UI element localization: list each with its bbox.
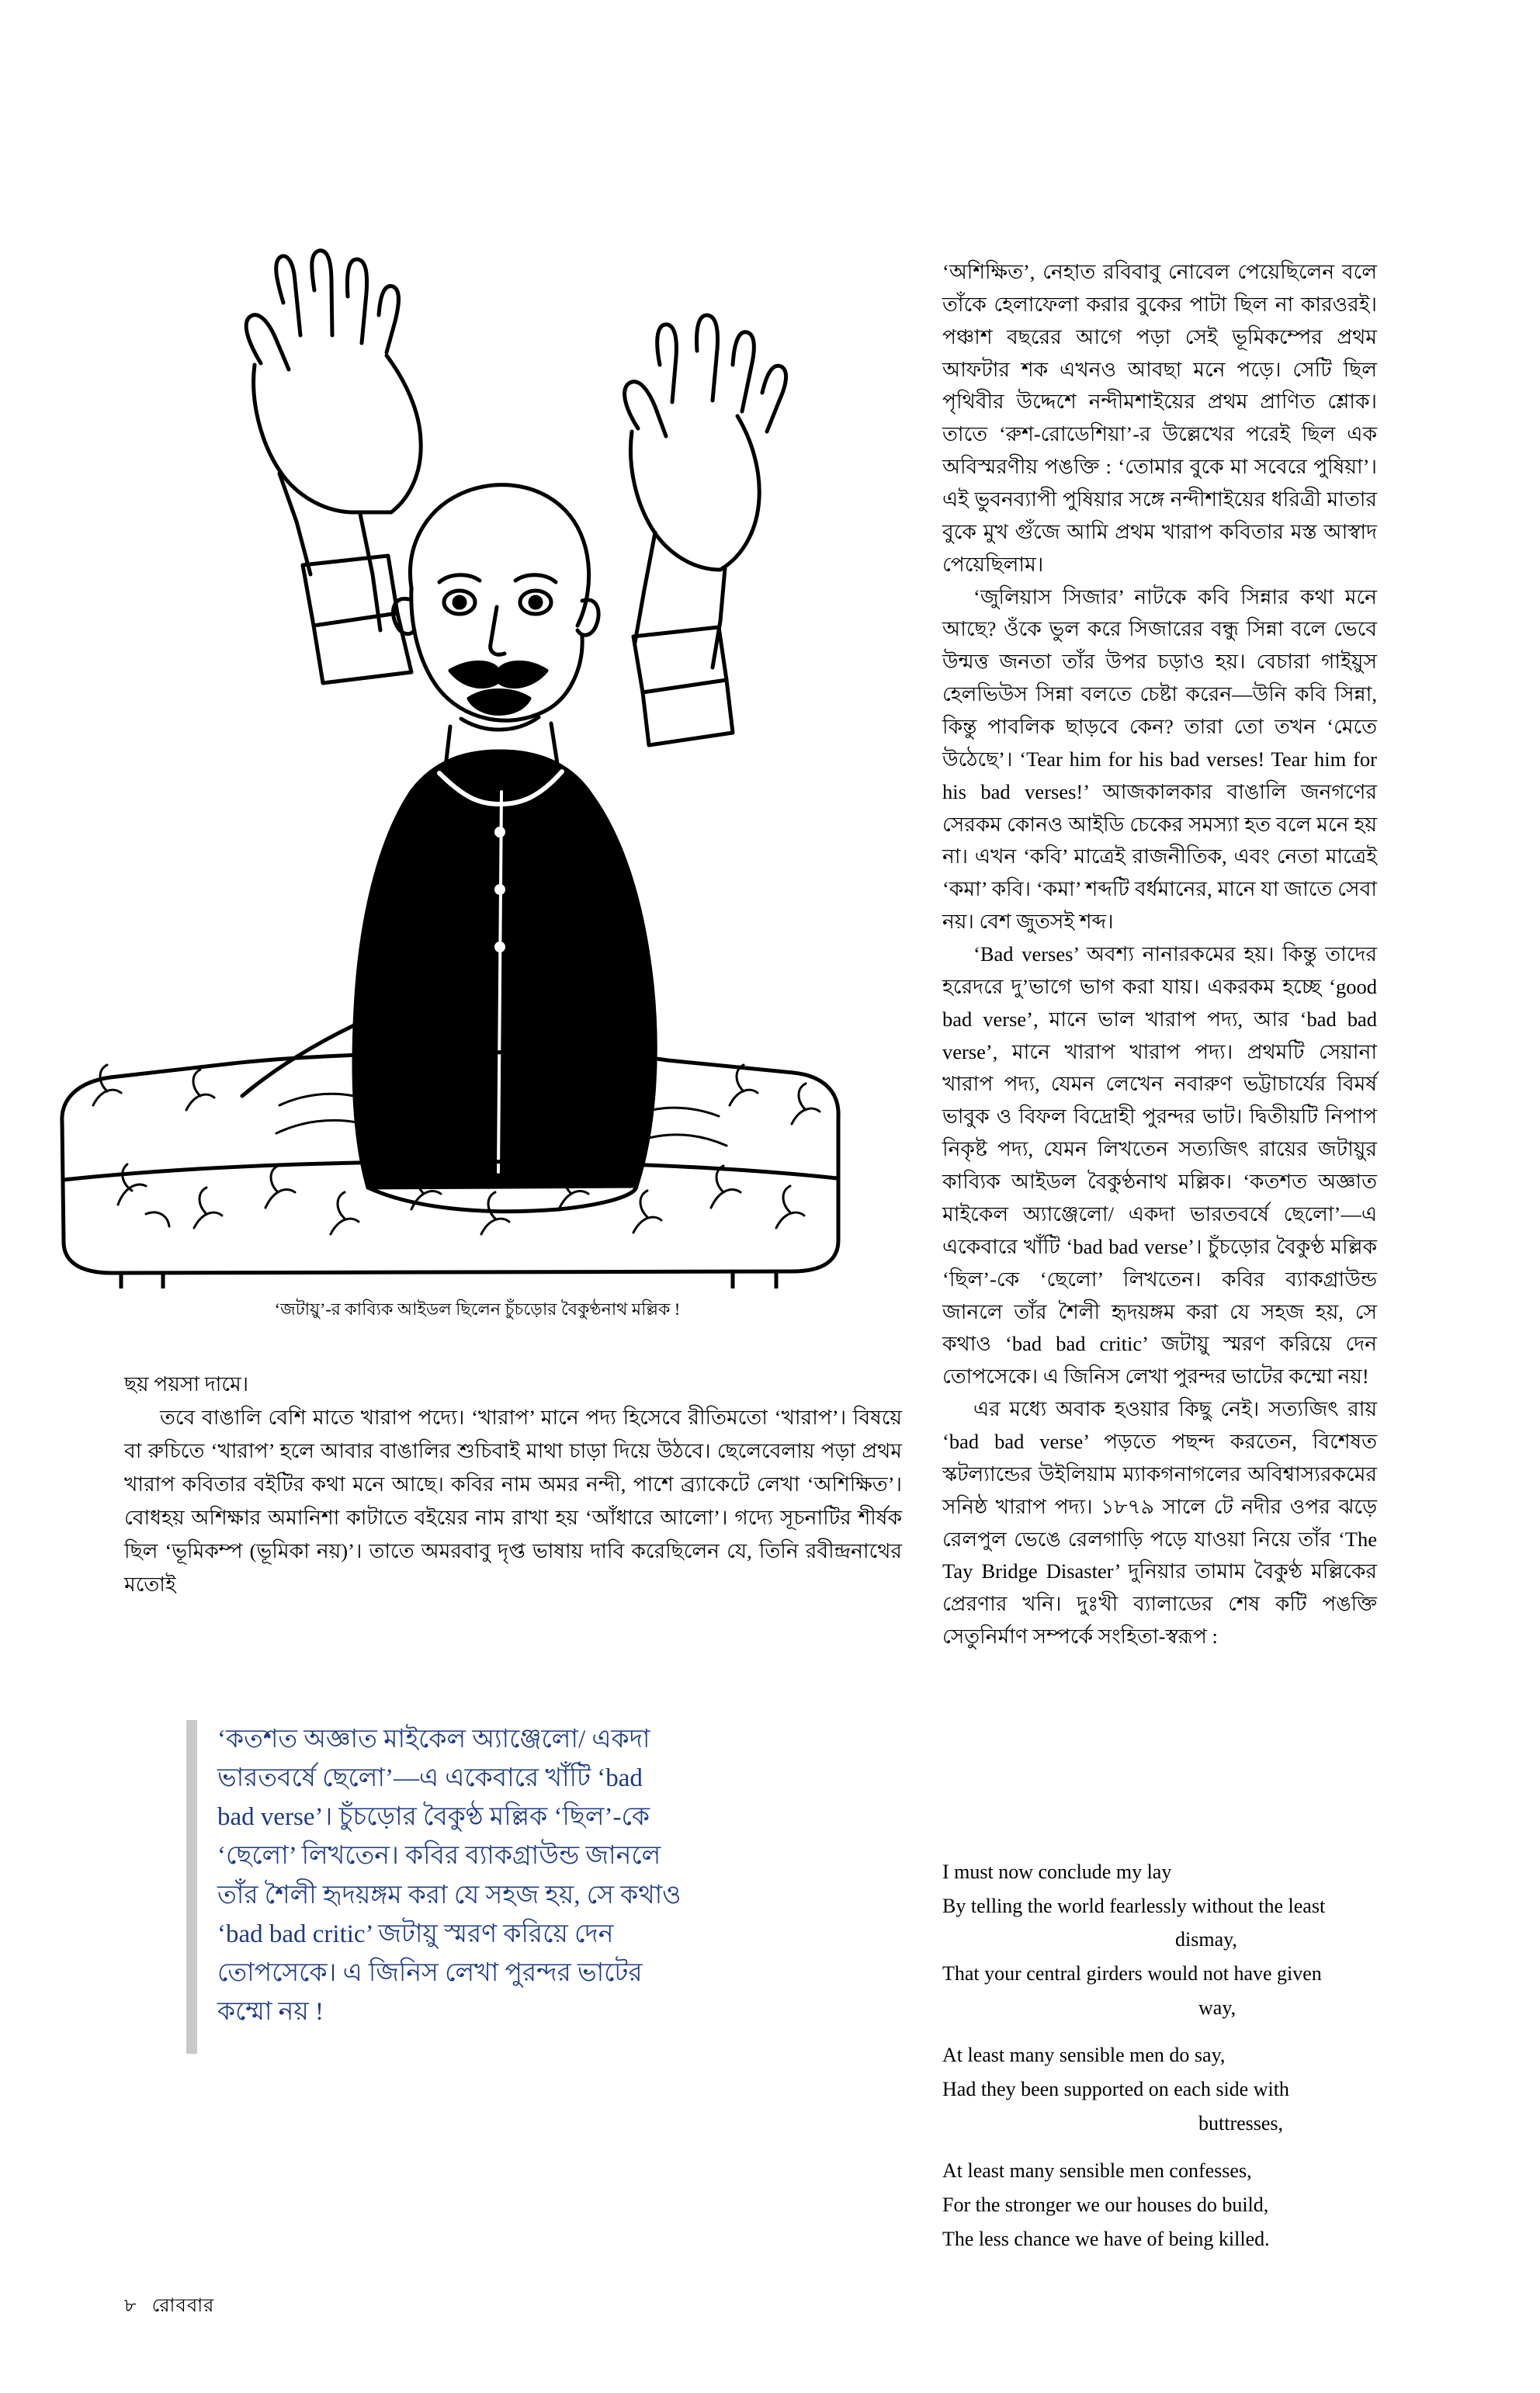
poem-block — [942, 1855, 1486, 2256]
poem-line: dismay, — [1175, 1928, 1237, 1951]
poem-line: way, — [1198, 1996, 1237, 2019]
paragraph: তবে বাঙালি বেশি মাতে খারাপ পদ্যে। ‘খারাপ’ মানে পদ্য হিসেবে রীতিমতো ‘খারাপ’। বিষয়ে বা রুচিতে ‘খারাপ’ হলে আবার বাঙালির শুচিবাই মাথা চাড়া দিয়ে উঠবে। ছেলেবেলায় পড়া প্রথম খারাপ কবিতার বইটির কথা মনে আছে। কবির নাম অমর নন্দী, পাশে ব্র্যাকেটে লেখা ‘অশিক্ষিত’। বোধহয় অশিক্ষার অমানিশা কাটাতে বইয়ের নাম রাখা হয় ‘আঁধারে আলো’। গদ্যে সূচনাটির শীর্ষক ছিল ‘ভূমিকম্প (ভূমিকা নয়)’। তাতে অমরবাবু দৃপ্ত ভাষায় দাবি করেছিলেন যে, তিনি রবীন্দ্রনাথের মতোই — [124, 1405, 902, 1596]
poem-line: For the stronger we our houses do build, — [942, 2194, 1269, 2217]
page-number: ৮ — [124, 2296, 137, 2316]
paragraph: এর মধ্যে অবাক হওয়ার কিছু নেই। সত্যজিৎ রায় ‘bad bad verse’ পড়তে পছন্দ করতেন, বিশেষত স্কটল্যান্ডের উইলিয়াম ম্যাকগনাগলের অবিশ্বাস্যরকমের সনিষ্ঠ খারাপ পদ্য। ১৮৭৯ সালে টে নদীর ওপর ঝড়ে রেলপুল ভেঙে রেলগাড়ি পড়ে যাওয়া নিয়ে তাঁর ‘The Tay Bridge Disaster’ দুনিয়ার তামাম বৈকুণ্ঠ মল্লিকের প্রেরণার খনি। দুঃখী ব্যালাডের শেষ কটি পঙক্তি সেতুনির্মাণ সম্পর্কে সংহিতা-স্বরূপ : — [942, 1397, 1377, 1649]
poem-line: I must now conclude my lay — [942, 1861, 1172, 1883]
publication-name: রোববার — [151, 2296, 215, 2316]
body-column-right — [942, 256, 1377, 1653]
illustration-caption: ‘জটায়ু’-র কাব্যিক আইডল ছিলেন চুঁচড়োর বৈকুণ্ঠনাথ মল্লিক ! — [274, 1299, 681, 1319]
poem-line: By telling the world fearlessly without the least — [942, 1894, 1326, 1917]
poem-line: That your central girders would not have given — [942, 1962, 1322, 1985]
paragraph: ‘Bad verses’ অবশ্য নানারকমের হয়। কিন্তু তাদের হরেদরে দু’ভাগে ভাগ করা যায়। একরকম হচ্ছে ‘good bad verse’, মানে ভাল খারাপ পদ্য, আর ‘bad bad verse’, মানে খারাপ খারাপ পদ্য। প্রথমটি সেয়ানা খারাপ পদ্য, যেমন লেখেন নবারুণ ভট্টাচার্যের বিমর্ষ ভাবুক ও বিফল বিদ্রোহী পুরন্দর ভাট। দ্বিতীয়টি নিপাপ নিকৃষ্ট পদ্য, যেমন লিখতেন সত্যজিৎ রায়ের জটায়ুর কাব্যিক আইডল বৈকুণ্ঠনাথ মল্লিক। ‘কতশত অজ্ঞাত মাইকেল অ্যাঞ্জেলো/ একদা ভারতবর্ষে ছেলো’—এ একেবারে খাঁটি ‘bad bad verse’। চুঁচড়োর বৈকুণ্ঠ মল্লিক ‘ছিল’-কে ‘ছেলো’ লিখতেন। কবির ব্যাকগ্রাউন্ড জানলে তাঁর শৈলী হৃদয়ঙ্গম করা যে সহজ হয়, সে কথাও ‘bad bad critic’ জটায়ু স্মরণ করিয়ে দেন তোপসেকে। এ জিনিস লেখা পুরন্দর ভাটের কম্মো নয়! — [942, 942, 1377, 1389]
page-footer — [124, 2291, 214, 2322]
poem-line: At least many sensible men confesses, — [942, 2159, 1252, 2183]
illustration-seated-man — [47, 248, 908, 1288]
poem-line: Had they been supported on each side with — [942, 2078, 1289, 2101]
poem-line: The less chance we have of being killed. — [942, 2227, 1270, 2250]
paragraph: ছয় পয়সা দামে। — [124, 1372, 249, 1396]
poem-line: At least many sensible men do say, — [942, 2044, 1226, 2067]
paragraph: ‘জুলিয়াস সিজার’ নাটকে কবি সিন্নার কথা মনে আছে? ওঁকে ভুল করে সিজারের বন্ধু সিন্না বলে ভেবে উন্মত্ত জনতা তাঁর উপর চড়াও হয়। বেচারা গাইয়ুস হেলভিউস সিন্না বলতে চেষ্টা করেন—উনি কবি সিন্না, কিন্তু পাবলিক ছাড়বে কেন? তারা তো তখন ‘মেতে উঠেছে’। ‘Tear him for his bad verses! Tear him for his bad verses!’ আজকালকার বাঙালি জনগণের সেরকম কোনও আইডি চেকের সমস্যা হত বলে মনে হয় না। এখন ‘কবি’ মাত্রেই রাজনীতিক, এবং নেতা মাত্রেই ‘কমা’ কবি। ‘কমা’ শব্দটি বর্ধমানের, মানে যা জাতে সেবা নয়। বেশ জুতসই শব্দ। — [942, 584, 1377, 934]
poem-line: buttresses, — [1198, 2111, 1284, 2135]
paragraph: ‘অশিক্ষিত’, নেহাত রবিবাবু নোবেল পেয়েছিলেন বলে তাঁকে হেলাফেলা করার বুকের পাটা ছিল না কারওরই। পঞ্চাশ বছরের আগে পড়া সেই ভূমিকম্পের প্রথম আফটার শক এখনও আবছা মনে পড়ে। সেটি ছিল পৃথিবীর উদ্দেশে নন্দীমশাইয়ের প্রথম প্রাণিত শ্লোক। তাতে ‘রুশ-রোডেশিয়া’-র উল্লেখের পরেই ছিল এক অবিস্মরণীয় পঙক্তি : ‘তোমার বুকে মা সবেরে পুষিয়া’। এই ভুবনব্যাপী পুষিয়ার সঙ্গে নন্দীশাইয়ের ধরিত্রী মাতার বুকে মুখ গুঁজে আমি প্রথম খারাপ কবিতার মস্ত আস্বাদ পেয়েছিলাম। — [942, 260, 1377, 576]
body-column-left — [124, 1368, 902, 1601]
pull-quote: ‘কতশত অজ্ঞাত মাইকেল অ্যাঞ্জেলো/ একদা ভারতবর্ষে ছেলো’—এ একেবারে খাঁটি ‘bad bad verse’। চুঁচড়োর বৈকুণ্ঠ মল্লিক ‘ছিল’-কে ‘ছেলো’ লিখতেন। কবির ব্যাকগ্রাউন্ড জানলে তাঁর শৈলী হৃদয়ঙ্গম করা যে সহজ হয়, সে কথাও ‘bad bad critic’ জটায়ু স্মরণ করিয়ে দেন তোপসেকে। এ জিনিস লেখা পুরন্দর ভাটের কম্মো নয় ! — [217, 1725, 682, 2027]
